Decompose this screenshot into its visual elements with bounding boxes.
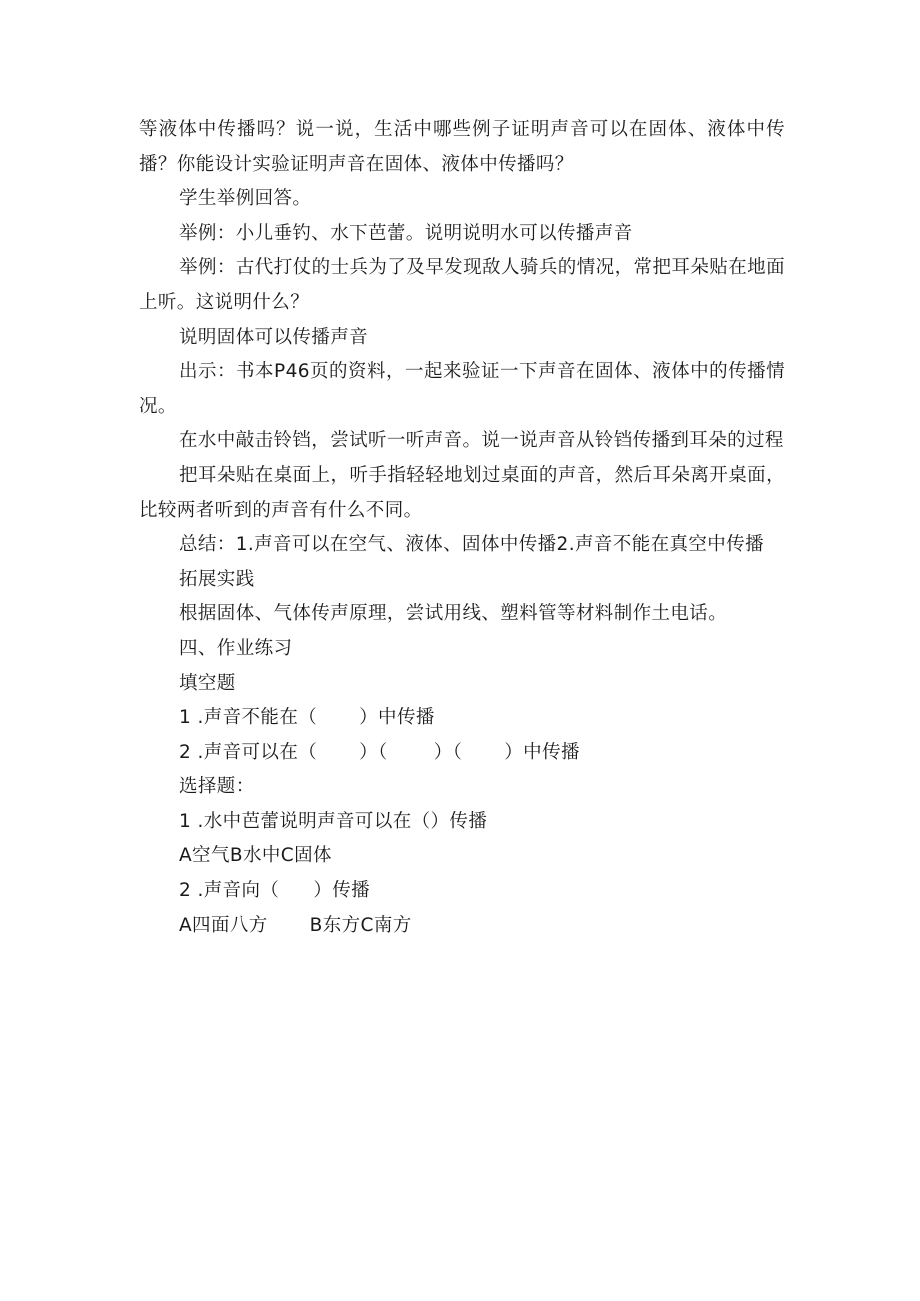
- fill-question-1-suffix: ）中传播: [359, 707, 435, 729]
- paragraph-desk-experiment: 把耳朵贴在桌面上，听手指轻轻地划过桌面的声音，然后耳朵离开桌面，比较两者听到的声音有什么不同。: [139, 464, 785, 521]
- fill-question-2: [139, 736, 785, 771]
- fill-question-1-prefix: 1 .声音不能在（: [179, 707, 318, 729]
- choice-question-2-options: [139, 909, 785, 944]
- heading-fill-in-blank: 填空题: [179, 672, 236, 694]
- paragraph-string-telephone: 根据固体、气体传声原理，尝试用线、塑料管等材料制作土电话。: [179, 603, 728, 625]
- choice-question-2: [139, 874, 785, 909]
- choice-question-1-options: A空气B水中C固体: [179, 845, 332, 867]
- paragraph-example-soldier: 举例：古代打仗的士兵为了及早发现敌人骑兵的情况，常把耳朵贴在地面上听。这说明什么？: [139, 257, 785, 313]
- choice-question-2-prefix: 2 .声音向（: [179, 880, 280, 902]
- paragraph-bell-experiment: 在水中敲击铃铛，尝试听一听声音。说一说声音从铃铛传播到耳朵的过程: [179, 430, 784, 452]
- fill-question-2-mid1: ）（: [359, 741, 388, 763]
- choice-question-2-suffix: ）传播: [313, 880, 371, 902]
- fill-question-1: [139, 701, 785, 736]
- paragraph-example-water: 举例：小儿垂钓、水下芭蕾。说明说明水可以传播声音: [179, 222, 633, 244]
- heading-homework: 四、作业练习: [179, 637, 293, 659]
- paragraph-show-material: 出示：书本P46页的资料，一起来验证一下声音在固体、液体中的传播情况。: [139, 361, 785, 417]
- paragraph-solid-conclusion: 说明固体可以传播声音: [179, 326, 369, 348]
- choice-option-a: A四面八方: [179, 914, 268, 936]
- paragraph-intro-question: 等液体中传播吗？说一说，生活中哪些例子证明声音可以在固体、液体中传播？你能设计实验证明声音在固体、液体中传播吗？: [139, 119, 785, 175]
- document-body: [139, 113, 785, 943]
- heading-multiple-choice: 选择题：: [179, 776, 255, 798]
- heading-extension-practice: 拓展实践: [179, 568, 255, 590]
- fill-question-2-suffix: ）中传播: [504, 741, 580, 763]
- fill-question-2-mid2: ）（: [433, 741, 463, 763]
- choice-option-bc: B东方C南方: [309, 914, 412, 936]
- fill-question-2-prefix: 2 .声音可以在（: [179, 741, 318, 763]
- choice-question-1: 1 .水中芭蕾说明声音可以在（）传播: [179, 810, 488, 832]
- paragraph-student-answer: 学生举例回答。: [179, 188, 312, 210]
- paragraph-summary: 总结：1.声音可以在空气、液体、固体中传播2.声音不能在真空中传播: [179, 534, 765, 556]
